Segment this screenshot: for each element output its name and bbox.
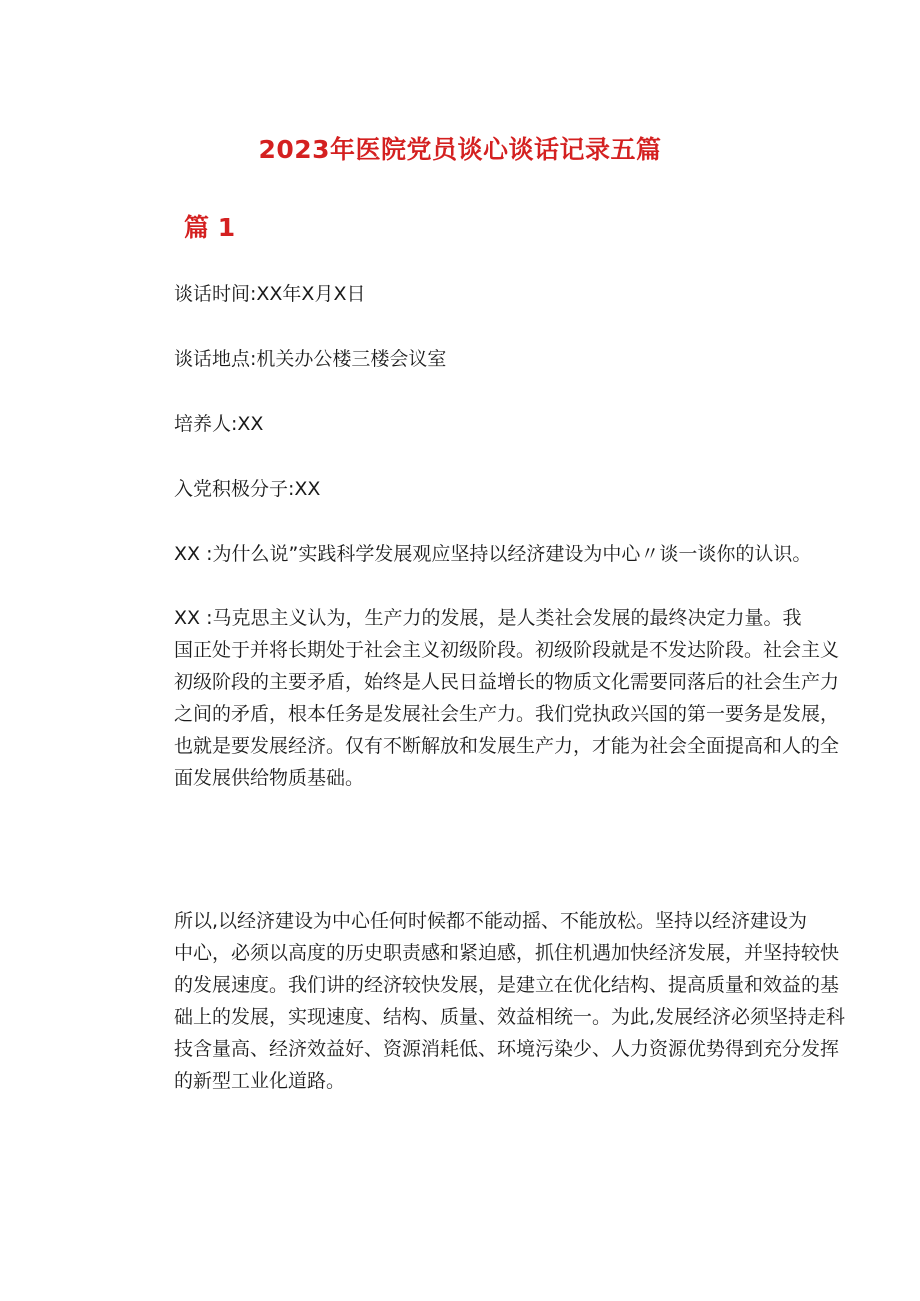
meta-activist: 入党积极分子:XX (174, 478, 321, 500)
paragraph-line: XX :马克思主义认为，生产力的发展，是人类社会发展的最终决定力量。我 (174, 607, 802, 629)
paragraph-line: 技含量高、经济效益好、资源消耗低、环境污染少、人力资源优势得到充分发挥 (174, 1038, 840, 1060)
paragraph-line: 的新型工业化道路。 (174, 1070, 346, 1092)
body-paragraph-2 (174, 905, 846, 1097)
paragraph-line: 的发展速度。我们讲的经济较快发展，是建立在优化结构、提高质量和效益的基 (174, 974, 840, 996)
question-paragraph: XX :为什么说”实践科学发展观应坚持以经济建设为中心〃谈一谈你的认识。 (174, 543, 812, 565)
paragraph-line: 础上的发展，实现速度、结构、质量、效益相统一。为此,发展经济必须坚持走科 (174, 1006, 846, 1028)
meta-location: 谈话地点:机关办公楼三楼会议室 (174, 348, 447, 370)
document-title: 2023年医院党员谈心谈话记录五篇 (258, 135, 662, 164)
meta-trainer: 培养人:XX (174, 413, 264, 435)
section-heading: 篇 1 (184, 213, 236, 242)
meta-time: 谈话时间:XX年X月X日 (174, 283, 366, 305)
paragraph-line: 初级阶段的主要矛盾，始终是人民日益增长的物质文化需要同落后的社会生产力 (174, 671, 840, 693)
paragraph-line: 面发展供给物质基础。 (174, 767, 365, 789)
answer-paragraph (174, 602, 840, 794)
paragraph-line: 中心，必须以高度的历史职责感和紧迫感，抓住机遇加快经济发展，并坚持较快 (174, 942, 840, 964)
paragraph-line: 之间的矛盾，根本任务是发展社会生产力。我们党执政兴国的第一要务是发展， (174, 703, 840, 725)
paragraph-line: 也就是要发展经济。仅有不断解放和发展生产力，才能为社会全面提高和人的全 (174, 735, 840, 757)
paragraph-line: 国正处于并将长期处于社会主义初级阶段。初级阶段就是不发达阶段。社会主义 (174, 639, 840, 661)
paragraph-line: 所以,以经济建设为中心任何时候都不能动摇、不能放松。坚持以经济建设为 (174, 910, 808, 932)
